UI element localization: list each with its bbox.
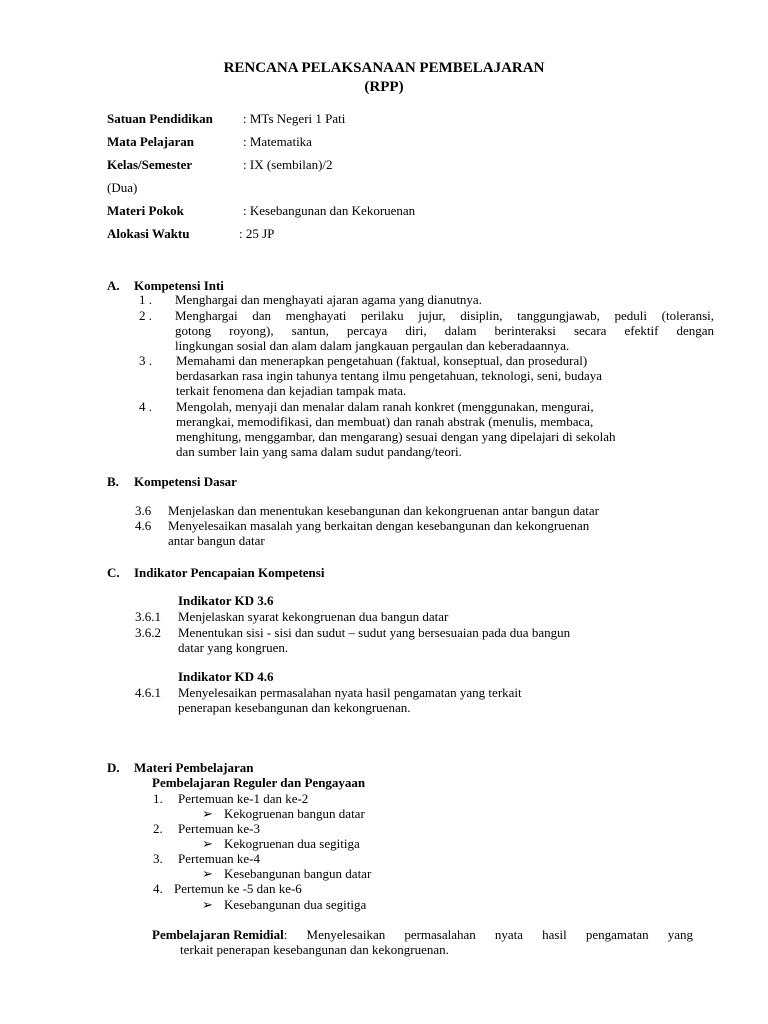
ki-3-line-1: Memahami dan menerapkan pengetahuan (faktual, konseptual, dan prosedural) <box>176 353 588 368</box>
meeting-3-topic: Kesebangunan bangun datar <box>224 866 372 881</box>
ki-4-line-4: dan sumber lain yang sama dalam sudut pandang/teori. <box>176 444 462 459</box>
bullet-arrow-icon: ➢ <box>202 897 213 912</box>
indikator-kd-36-title: Indikator KD 3.6 <box>178 593 274 608</box>
meeting-1-label: Pertemuan ke-1 dan ke-2 <box>178 791 309 806</box>
section-c-letter: C. <box>107 565 120 580</box>
identity-label-mapel: Mata Pelajaran <box>107 134 195 149</box>
ki-2-num: 2 . <box>139 308 152 323</box>
ki-4-line-1: Mengolah, menyaji dan menalar dalam ranah konkret (menggunakan, mengurai, <box>176 399 594 414</box>
ki-4-num: 4 . <box>139 399 152 414</box>
ki-3-line-3: terkait fenomena dan kejadian tampak mata. <box>176 383 407 398</box>
section-d-heading: Materi Pembelajaran <box>134 760 254 775</box>
ki-2-line-2: gotong royong), santun, percaya diri, dalam berinteraksi secara efektif dengan <box>175 323 714 338</box>
ind-461-line-2: penerapan kesebangunan dan kekongruenan. <box>178 700 411 715</box>
meeting-4-topic: Kesebangunan dua segitiga <box>224 897 367 912</box>
kd-2-line-1: Menyelesaikan masalah yang berkaitan dengan kesebangunan dan kekongruenan <box>168 518 590 533</box>
meeting-2-label: Pertemuan ke-3 <box>178 821 260 836</box>
meeting-3-label: Pertemuan ke-4 <box>178 851 260 866</box>
identity-label-alokasi: Alokasi Waktu <box>107 226 190 241</box>
meeting-2-num: 2. <box>153 821 163 836</box>
meeting-3-num: 3. <box>153 851 163 866</box>
kd-2-line-2: antar bangun datar <box>168 533 265 548</box>
bullet-arrow-icon: ➢ <box>202 866 213 881</box>
remedial-text-1: : Menyelesaikan permasalahan nyata hasil pengamatan yang <box>283 927 693 942</box>
meeting-4-label: Pertemun ke -5 dan ke-6 <box>174 881 302 896</box>
remedial-line-1 <box>152 927 693 942</box>
ind-461-line-1: Menyelesaikan permasalahan nyata hasil pengamatan yang terkait <box>178 685 522 700</box>
ki-1-line-1: Menghargai dan menghayati ajaran agama yang dianutnya. <box>175 292 482 307</box>
identity-value-materi: : Kesebangunan dan Kekoruenan <box>243 203 416 218</box>
section-b-heading: Kompetensi Dasar <box>134 474 237 489</box>
document-title: RENCANA PELAKSANAAN PEMBELAJARAN <box>223 60 545 76</box>
remedial-text-2: terkait penerapan kesebangunan dan kekongruenan. <box>180 942 449 957</box>
ind-461-num: 4.6.1 <box>135 685 161 700</box>
identity-label-materi: Materi Pokok <box>107 203 184 218</box>
ind-362-line-2: datar yang kongruen. <box>178 640 289 655</box>
kd-1-line-1: Menjelaskan dan menentukan kesebangunan dan kekongruenan antar bangun datar <box>168 503 600 518</box>
indikator-kd-46-title: Indikator KD 4.6 <box>178 669 274 684</box>
identity-value-satuan: : MTs Negeri 1 Pati <box>243 111 346 126</box>
kd-2-num: 4.6 <box>135 518 152 533</box>
meeting-2-topic: Kekogruenan dua segitiga <box>224 836 360 851</box>
meeting-1-topic: Kekogruenan bangun datar <box>224 806 365 821</box>
section-c-heading: Indikator Pencapaian Kompetensi <box>134 565 325 580</box>
ind-362-num: 3.6.2 <box>135 625 161 640</box>
bullet-arrow-icon: ➢ <box>202 806 213 821</box>
meeting-4-num: 4. <box>153 881 163 896</box>
ind-361-num: 3.6.1 <box>135 609 161 624</box>
ki-2-line-1: Menghargai dan menghayati perilaku jujur, disiplin, tanggungjawab, peduli (toleransi, <box>175 308 714 323</box>
ind-362-line-1: Menentukan sisi - sisi dan sudut – sudut yang bersesuaian pada dua bangun <box>178 625 571 640</box>
section-a-letter: A. <box>107 278 120 293</box>
identity-extra-kelas: (Dua) <box>107 180 138 195</box>
bullet-arrow-icon: ➢ <box>202 836 213 851</box>
ki-4-line-3: menghitung, menggambar, dan mengarang) sesuai dengan yang dipelajari di sekolah <box>176 429 616 444</box>
ki-3-line-2: berdasarkan rasa ingin tahunya tentang ilmu pengetahuan, teknologi, seni, budaya <box>176 368 602 383</box>
ki-2-line-3: lingkungan sosial dan alam dalam jangkauan pergaulan dan keberadaannya. <box>175 338 570 353</box>
section-d-subheading: Pembelajaran Reguler dan Pengayaan <box>152 775 366 790</box>
ind-361-line-1: Menjelaskan syarat kekongruenan dua bangun datar <box>178 609 449 624</box>
section-b-letter: B. <box>107 474 119 489</box>
ki-3-num: 3 . <box>139 353 152 368</box>
document-subtitle: (RPP) <box>364 79 404 95</box>
ki-4-line-2: merangkai, memodifikasi, dan membuat) dan ranah abstrak (menulis, membaca, <box>176 414 594 429</box>
section-a-heading: Kompetensi Inti <box>134 278 224 293</box>
remedial-label: Pembelajaran Remidial <box>152 927 284 942</box>
section-d-letter: D. <box>107 760 120 775</box>
identity-label-kelas: Kelas/Semester <box>107 157 193 172</box>
meeting-1-num: 1. <box>153 791 163 806</box>
identity-value-mapel: : Matematika <box>243 134 312 149</box>
identity-value-alokasi: : 25 JP <box>239 226 275 241</box>
ki-1-num: 1 . <box>139 292 152 307</box>
identity-value-kelas: : IX (sembilan)/2 <box>243 157 333 172</box>
identity-label-satuan: Satuan Pendidikan <box>107 111 213 126</box>
kd-1-num: 3.6 <box>135 503 152 518</box>
